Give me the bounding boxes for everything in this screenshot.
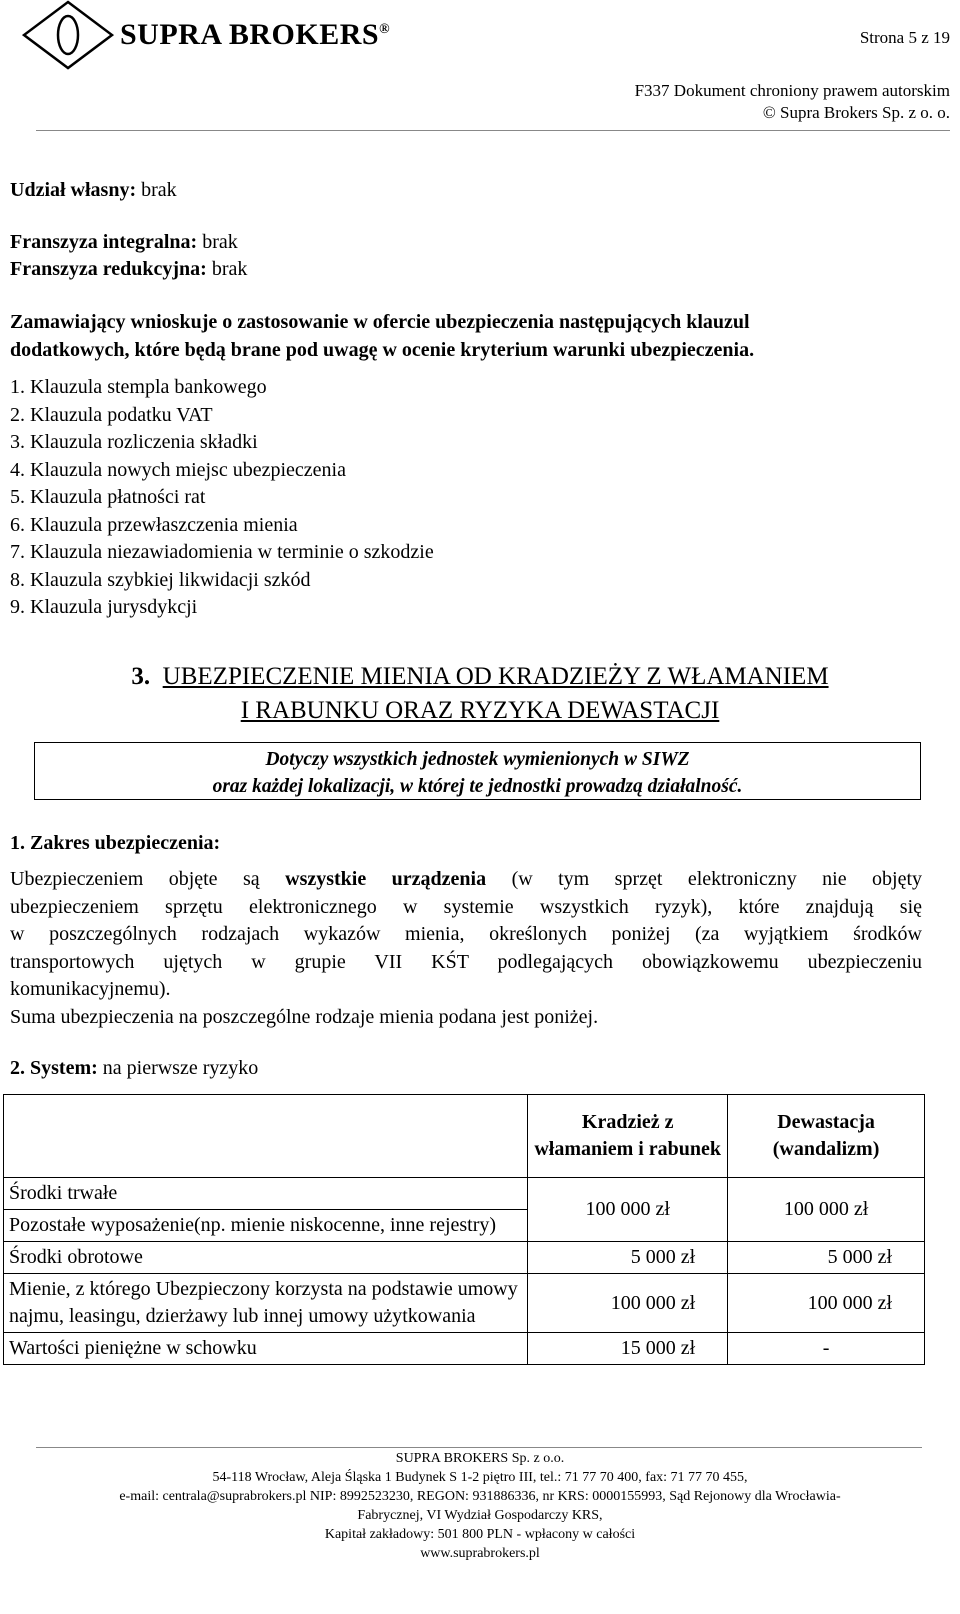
footer-capital: Kapitał zakładowy: 501 800 PLN - wpłacony w całości xyxy=(324,1527,636,1542)
own-share-line: Udział własny: brak xyxy=(10,179,177,201)
row-label: Wartości pieniężne w schowku xyxy=(4,1333,528,1365)
logo-text: SUPRA BROKERS® xyxy=(120,18,391,51)
section-title: 3. UBEZPIECZENIE MIENIA OD KRADZIEŻY Z WŁAMANIEM I RABUNKU ORAZ RYZYKA DEWASTACJI xyxy=(131,663,829,724)
integral-deductible-line: Franszyza integralna: brak xyxy=(10,231,238,253)
list-item: 7. Klauzula niezawiadomienia w terminie o szkodzie xyxy=(10,541,434,563)
row-label: Pozostałe wyposażenie(np. mienie niskocenne, inne rejestry) xyxy=(4,1210,528,1242)
cell-theft: 5 000 zł xyxy=(528,1242,728,1274)
column-header-vandalism: Dewastacja (wandalizm) xyxy=(728,1095,925,1178)
cell-theft: 15 000 zł xyxy=(528,1333,728,1365)
copyright-note: © Supra Brokers Sp. z o. o. xyxy=(762,103,950,122)
footer-registration: e-mail: centrala@suprabrokers.pl NIP: 8992523230, REGON: 931886336, nr KRS: 0000155993, Sąd Rejonowy dla Wrocławia- xyxy=(119,1489,841,1504)
list-item: 5. Klauzula płatności rat xyxy=(10,486,206,508)
scope-heading: 1. Zakres ubezpieczenia: xyxy=(10,832,221,854)
row-label: Mienie, z którego Ubezpieczony korzysta na podstawie umowy najmu, leasingu, dzierżawy lub innej umowy użytkowania xyxy=(4,1274,528,1333)
company-footer xyxy=(0,1449,960,1563)
list-item: 6. Klauzula przewłaszczenia mienia xyxy=(10,513,298,536)
footer-address: 54-118 Wrocław, Aleja Śląska 1 Budynek S 1-2 piętro III, tel.: 71 77 70 400, fax: 71 77 70 455, xyxy=(212,1470,748,1485)
list-item: 9. Klauzula jurysdykcji xyxy=(10,596,198,618)
row-label: Środki obrotowe xyxy=(4,1242,528,1274)
clauses-list xyxy=(10,374,434,622)
cell-theft: 100 000 zł xyxy=(528,1274,728,1333)
table-header-row xyxy=(4,1095,925,1178)
reduction-deductible-line: Franszyza redukcyjna: brak xyxy=(10,258,248,280)
document-protection-note: F337 Dokument chroniony prawem autorskim xyxy=(634,81,950,100)
footer-website: www.suprabrokers.pl xyxy=(420,1546,540,1561)
table-row xyxy=(4,1333,925,1365)
list-item: 2. Klauzula podatku VAT xyxy=(10,403,213,426)
header-divider xyxy=(36,130,950,131)
cell-vandalism: - xyxy=(728,1333,925,1365)
footer-court: Fabrycznej, VI Wydział Gospodarczy KRS, xyxy=(357,1508,603,1523)
cell-vandalism: 5 000 zł xyxy=(728,1242,925,1274)
scope-paragraph: Ubezpieczeniem objęte są wszystkie urządzenia (w tym sprzęt elektroniczny nie objęty ubezpieczeniem sprzętu elektronicznego w systemie wszystkich ryzyk), które znajdują się w poszczególnych rodzajach wykazów mienia, określonych poniżej (za wyjątkiem środków transportowych ujętych w grupie VII KŚT podlegających obowiązkowemu ubezpieczeniu komunikacyjnemu). Suma ubezpieczenia na poszczególne rodzaje mienia podana jest poniżej. xyxy=(10,868,923,1028)
scope-note-box: Dotyczy wszystkich jednostek wymienionych w SIWZ oraz każdej lokalizacji, w której te jednostki prowadzą działalność. xyxy=(34,742,921,800)
table-row xyxy=(4,1242,925,1274)
page-number: Strona 5 z 19 xyxy=(859,28,950,47)
system-line: 2. System: na pierwsze ryzyko xyxy=(10,1057,259,1079)
list-item: 1. Klauzula stempla bankowego xyxy=(10,376,267,398)
row-label: Środki trwałe xyxy=(4,1178,528,1210)
column-header-theft: Kradzież z włamaniem i rabunek xyxy=(528,1095,728,1178)
clauses-intro-line1: Zamawiający wnioskuje o zastosowanie w ofercie ubezpieczenia następujących klauzul xyxy=(10,311,750,333)
clauses-intro-line2: dodatkowych, które będą brane pod uwagę w ocenie kryterium warunki ubezpieczenia. xyxy=(10,339,755,361)
cell-theft: 100 000 zł xyxy=(528,1178,728,1242)
list-item: 8. Klauzula szybkiej likwidacji szkód xyxy=(10,568,311,591)
footer-divider xyxy=(36,1447,922,1448)
cell-vandalism: 100 000 zł xyxy=(728,1274,925,1333)
list-item: 4. Klauzula nowych miejsc ubezpieczenia xyxy=(10,458,346,481)
sum-insured-table xyxy=(3,1094,925,1365)
list-item: 3. Klauzula rozliczenia składki xyxy=(10,431,258,453)
table-row xyxy=(4,1274,925,1333)
company-logo xyxy=(22,0,390,70)
logo-diamond-icon xyxy=(22,0,114,70)
footer-company-name: SUPRA BROKERS Sp. z o.o. xyxy=(395,1451,565,1466)
cell-vandalism: 100 000 zł xyxy=(728,1178,925,1242)
table-row xyxy=(4,1178,925,1210)
